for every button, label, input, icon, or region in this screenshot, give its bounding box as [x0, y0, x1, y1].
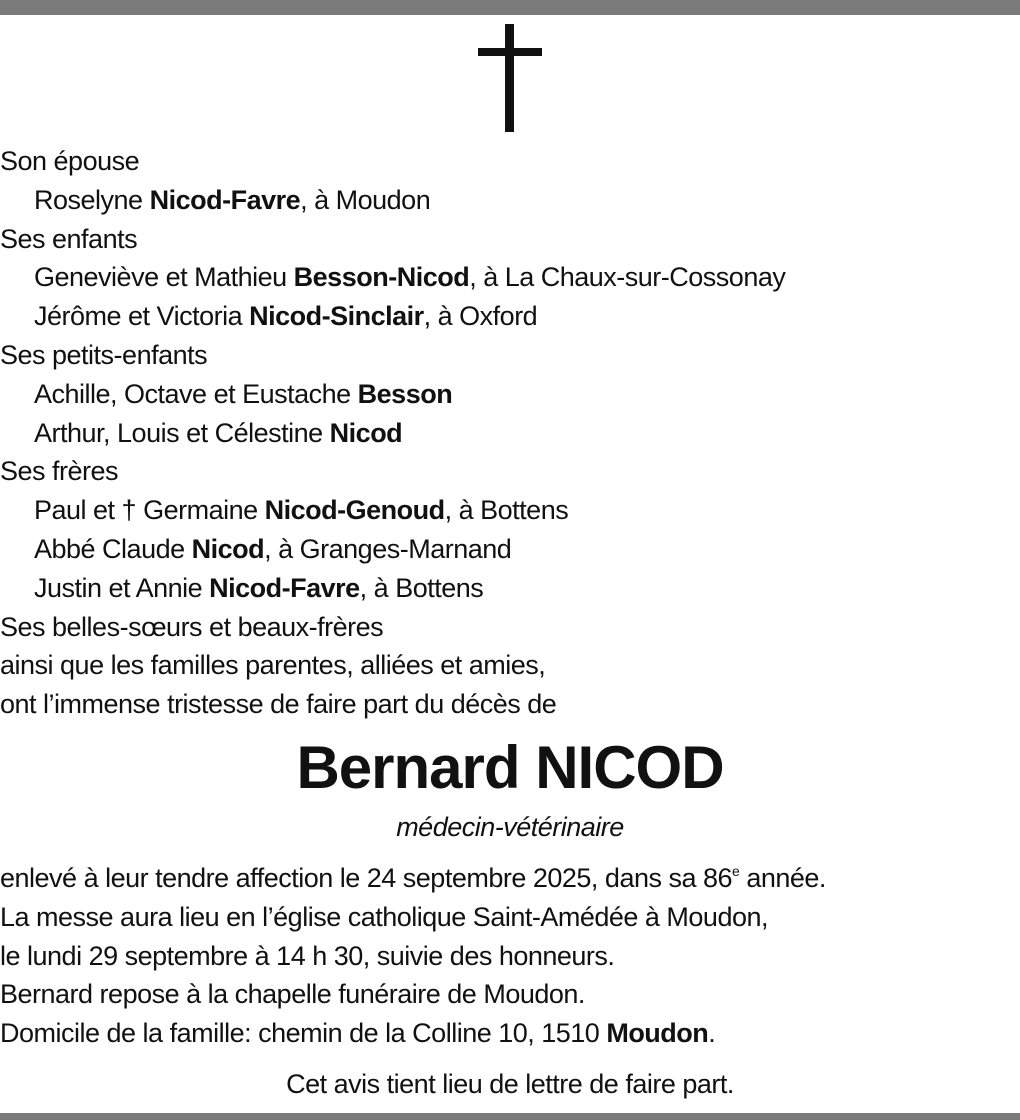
family-member: Abbé Claude Nicod, à Granges-Marnand	[34, 533, 512, 564]
family-heading-brothers: Ses frères	[0, 456, 119, 487]
relatives-line: ainsi que les familles parentes, alliées et amies,	[0, 650, 546, 681]
family-member: Justin et Annie Nicod-Favre, à Bottens	[34, 572, 484, 603]
family-member: Jérôme et Victoria Nicod-Sinclair, à Oxford	[34, 301, 538, 332]
family-member: Geneviève et Mathieu Besson-Nicod, à La Chaux-sur-Cossonay	[34, 262, 786, 293]
family-member: Roselyne Nicod-Favre, à Moudon	[34, 184, 431, 215]
family-member: Paul et † Germaine Nicod-Genoud, à Bottens	[34, 495, 569, 526]
family-heading-grandchildren: Ses petits-enfants	[0, 339, 208, 370]
domicile-line: Domicile de la famille: chemin de la Colline 10, 1510 Moudon.	[0, 1018, 716, 1049]
family-member: Arthur, Louis et Célestine Nicod	[34, 417, 403, 448]
announcement-line: ont l’immense tristesse de faire part du décès de	[0, 689, 557, 720]
in-laws-line: Ses belles-sœurs et beaux-frères	[0, 611, 384, 642]
bottom-border	[0, 1113, 1020, 1120]
rest-line: Bernard repose à la chapelle funéraire de Moudon.	[0, 979, 585, 1010]
death-line: enlevé à leur tendre affection le 24 septembre 2025, dans sa 86e année.	[0, 863, 826, 893]
family-list	[0, 142, 1020, 724]
details-block	[0, 859, 1020, 1053]
cross-icon	[478, 24, 542, 132]
deceased-name: Bernard NICOD	[296, 734, 724, 801]
family-heading-spouse: Son épouse	[0, 146, 140, 176]
family-member: Achille, Octave et Eustache Besson	[34, 378, 453, 409]
family-heading-children: Ses enfants	[0, 223, 138, 254]
mass-line-1: La messe aura lieu en l’église catholique Saint-Amédée à Moudon,	[0, 901, 768, 932]
closing-note: Cet avis tient lieu de lettre de faire part.	[286, 1069, 734, 1099]
top-border	[0, 0, 1020, 15]
deceased-profession: médecin-vétérinaire	[396, 812, 624, 842]
mass-line-2: le lundi 29 septembre à 14 h 30, suivie des honneurs.	[0, 940, 615, 971]
